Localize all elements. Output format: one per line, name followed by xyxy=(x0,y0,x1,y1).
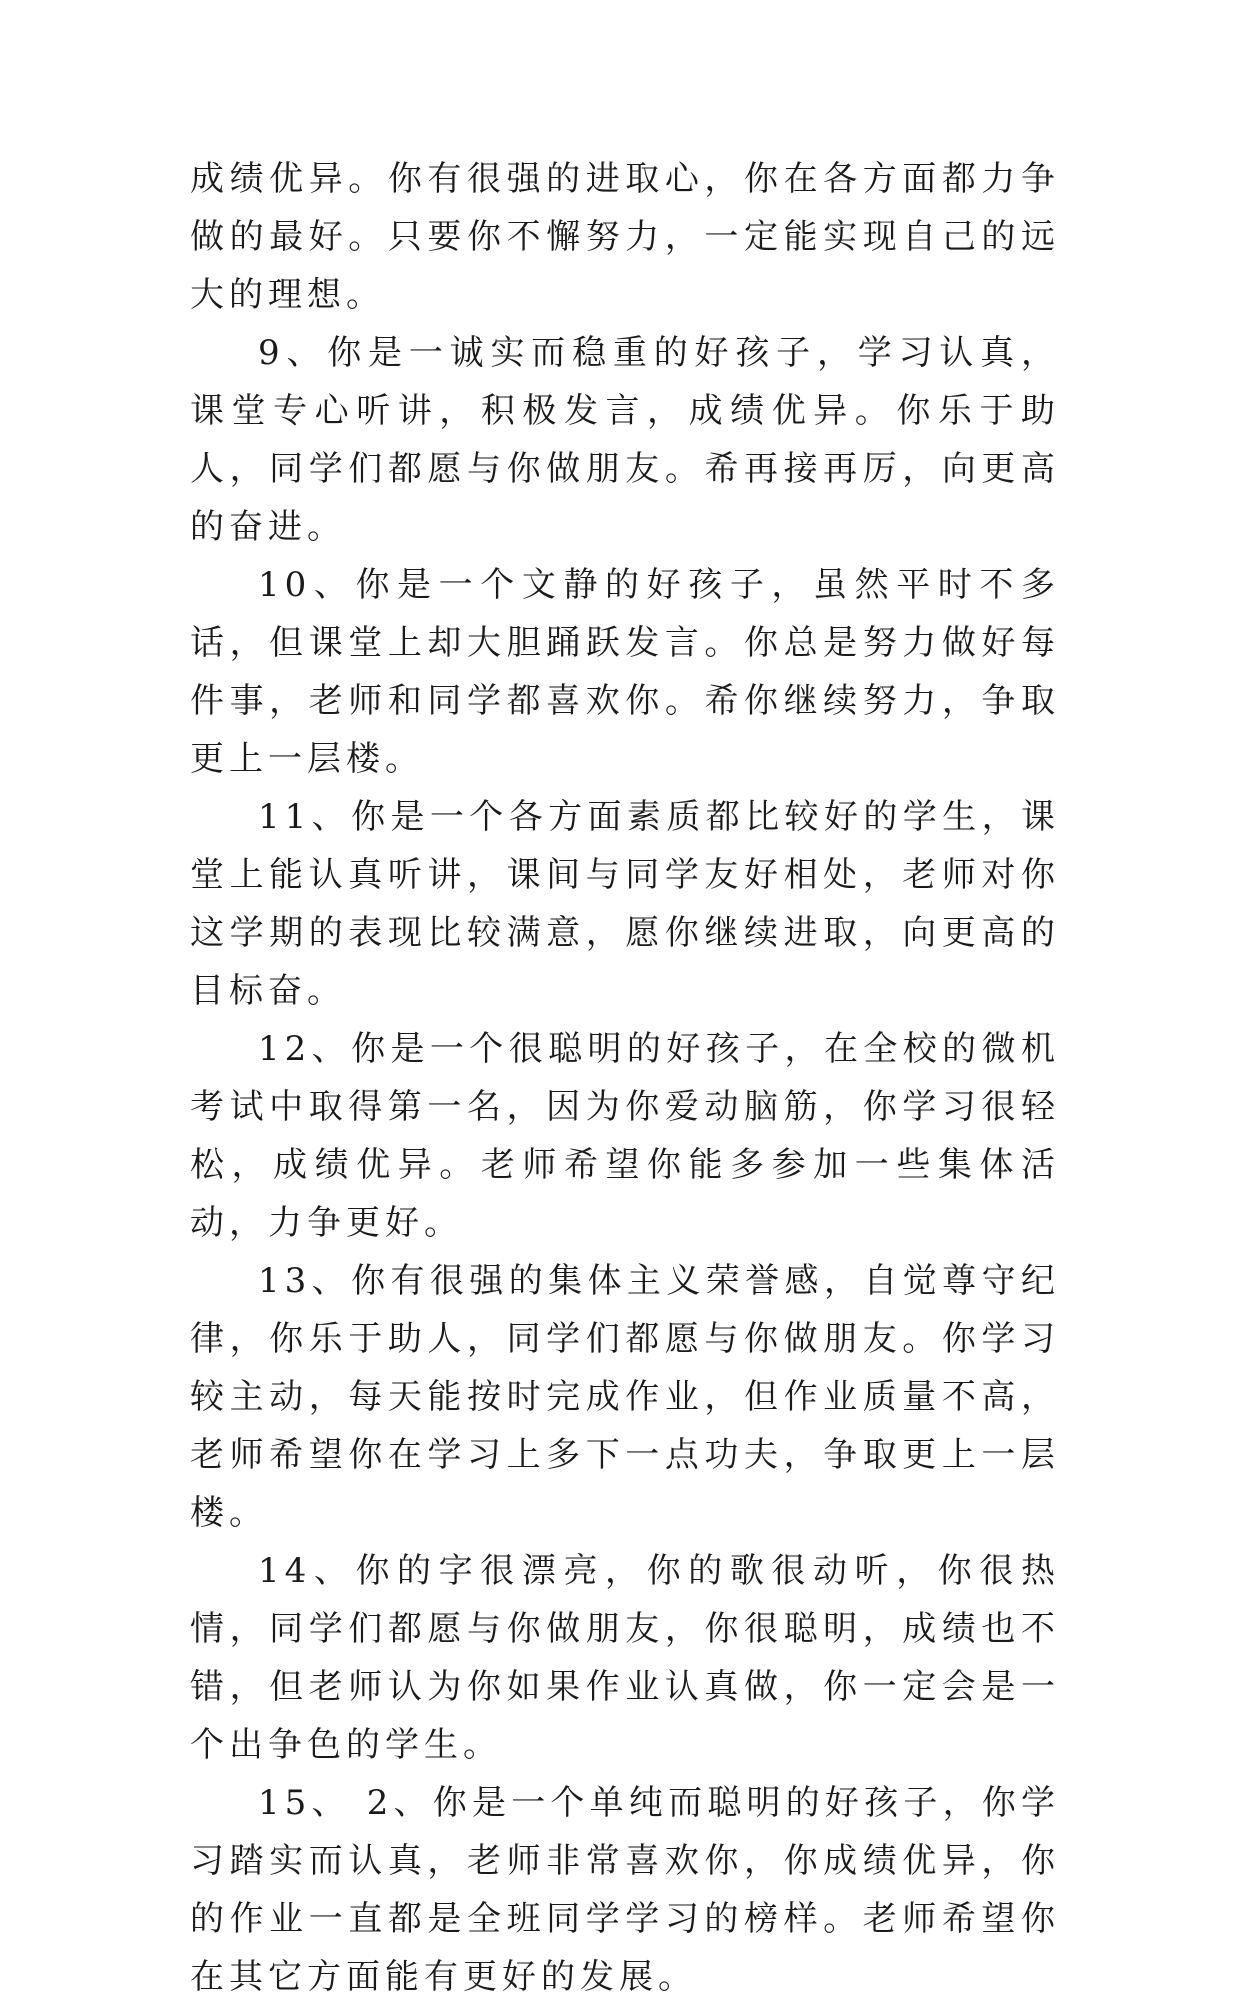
paragraph-item-12: 12、你是一个很聪明的好孩子，在全校的微机考试中取得第一名，因为你爱动脑筋，你学习很轻松，成绩优异。老师希望你能多参加一些集体活动，力争更好。 xyxy=(190,1029,1060,1243)
paragraph-item-10: 10、你是一个文静的好孩子，虽然平时不多话，但课堂上却大胆踊跃发言。你总是努力做好每件事，老师和同学都喜欢你。希你继续努力，争取更上一层楼。 xyxy=(190,565,1060,779)
paragraph-item-11: 11、你是一个各方面素质都比较好的学生，课堂上能认真听讲，课间与同学友好相处，老师对你这学期的表现比较满意，愿你继续进取，向更高的目标奋。 xyxy=(190,797,1060,1011)
paragraph-item-9: 9、你是一诚实而稳重的好孩子，学习认真，课堂专心听讲，积极发言，成绩优异。你乐于助人，同学们都愿与你做朋友。希再接再厉，向更高的奋进。 xyxy=(190,333,1060,547)
document-body xyxy=(190,150,1060,2006)
paragraph-item-14: 14、你的字很漂亮，你的歌很动听，你很热情，同学们都愿与你做朋友，你很聪明，成绩也不错，但老师认为你如果作业认真做，你一定会是一个出争色的学生。 xyxy=(190,1551,1060,1765)
paragraph-continuation: 成绩优异。你有很强的进取心，你在各方面都力争做的最好。只要你不懈努力，一定能实现自己的远大的理想。 xyxy=(190,159,1060,315)
paragraph-item-15: 15、 2、你是一个单纯而聪明的好孩子，你学习踏实而认真，老师非常喜欢你，你成绩优异，你的作业一直都是全班同学学习的榜样。老师希望你在其它方面能有更好的发展。 xyxy=(190,1783,1060,1997)
paragraph-item-13: 13、你有很强的集体主义荣誉感，自觉尊守纪律，你乐于助人，同学们都愿与你做朋友。你学习较主动，每天能按时完成作业，但作业质量不高，老师希望你在学习上多下一点功夫，争取更上一层楼。 xyxy=(190,1261,1060,1533)
